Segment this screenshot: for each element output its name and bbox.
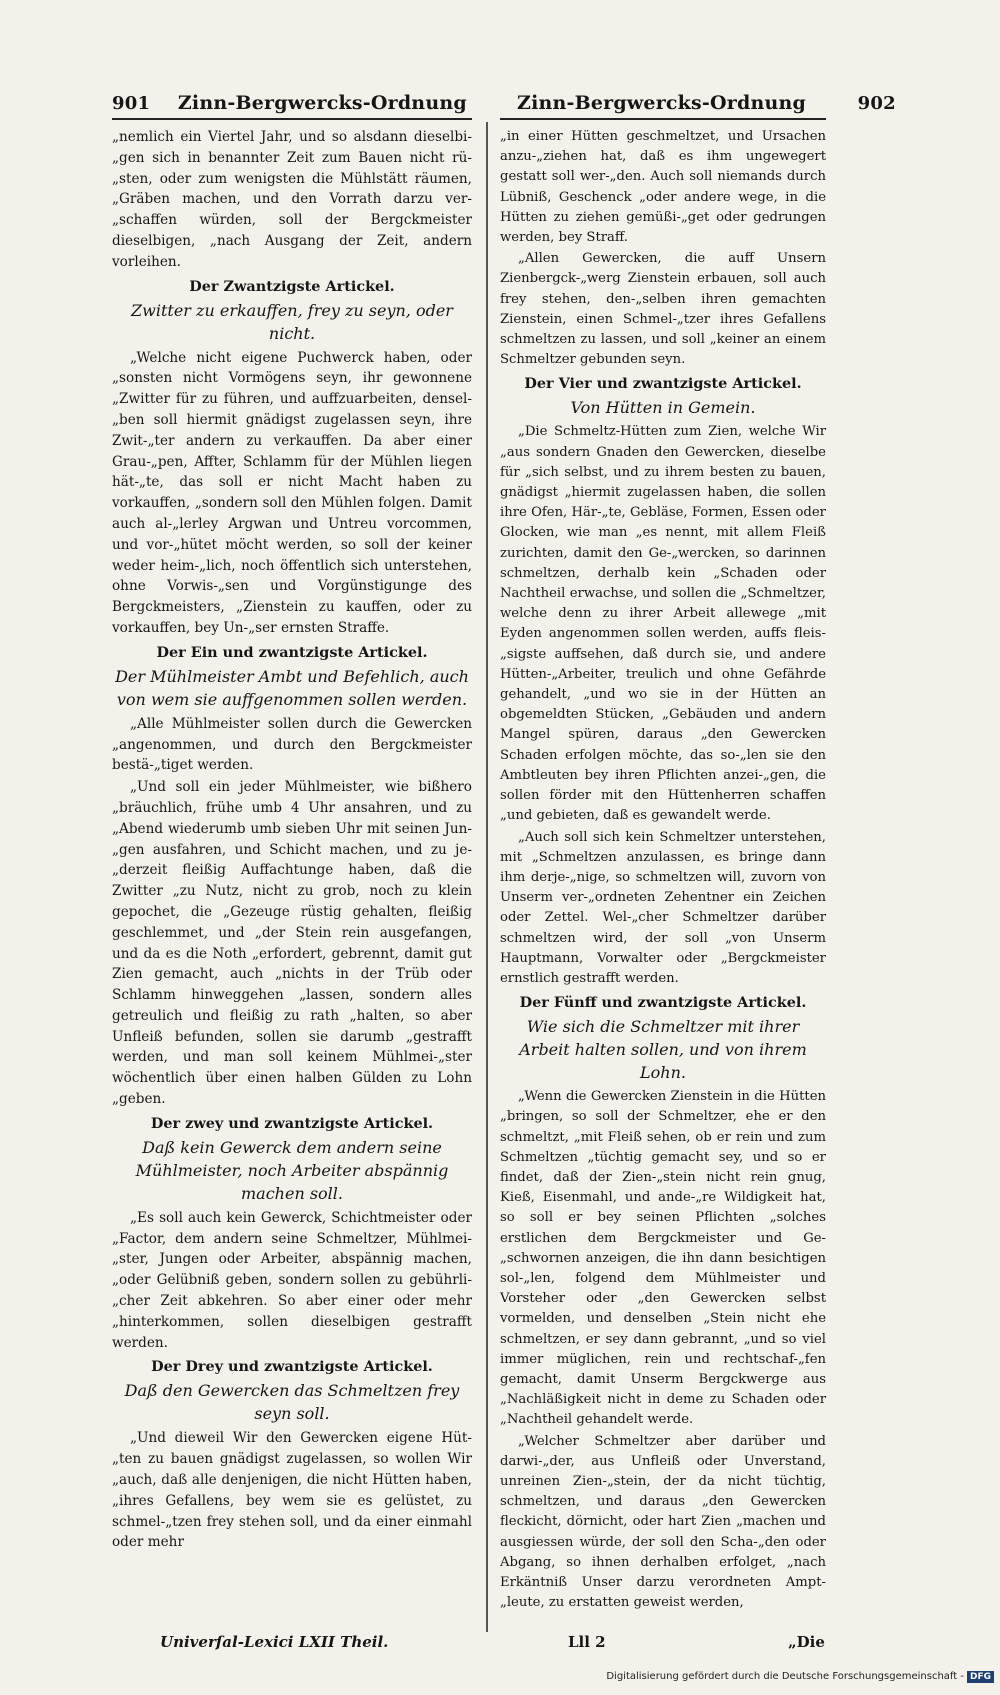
left-column [112,127,472,1554]
article-subtitle: Wie sich die Schmeltzer mit ihrer Arbeit halten sollen, und von ihrem Lohn. [519,1017,807,1083]
paragraph: „Die Schmeltz-Hütten zum Zien, welche Wir „aus sondern Gnaden den Gewercken, dieselbe für „sich selbst, und zu ihrem besten zu bauen, gnädigst „hiermit zugelassen haben, die sollen ihre Ofen, Här-„te, Gebläse, Formen, Essen oder Glocken, wie man „es nennt, mit allem Fleiß zurichten, damit den Ge-„wercken, so darinnen schmeltzen, derhalb kein „Schaden oder Nachtheil erwachse, und sollen die „Schmeltzer, welche denn zu ihrer Arbeit allewege „mit Eyden angenommen sollen werden, auffs fleis-„sigste auffsehen, daß durch sie, und andere Hütten-„Arbeiter, treulich und ohne Gefährde gehandelt, „und wo sie in der Hütten an obgemeldten Stücken, „Gebäuden und andern Mangel spüren, daraus „den Gewercken Schaden erfolgen möchte, das so-„len sie den Ambtleuten bey ihren Pflichten anzei-„gen, die sollen förder mit den Hüttenherren schaffen „und gebieten, daß es gewandelt werde. [500,424,826,824]
article-heading: Der Drey und zwantzigste Artickel. [151,1358,433,1376]
right-column [500,127,826,1614]
article-heading: Der Fünff und zwantzigste Artickel. [519,994,807,1012]
paragraph: „Auch soll sich kein Schmeltzer unterstehen, mit „Schmeltzen anzulassen, es bringe dann ihm derje-„nige, so schmeltzen will, zuvorn von Unserm ver-„ordneten Zehentner ein Zeichen oder Zettel. Wel-„cher Schmeltzer darüber schmeltzen wird, der soll „von Unserm Hauptmann, Vorwalter oder „Bergckmeister ernstlich gestrafft werden. [500,829,826,986]
attribution-line [606,1671,994,1683]
right-running-header [517,92,896,114]
left-page-number: 901 [112,93,151,114]
right-header-title: Zinn-Bergwercks-Ordnung [517,92,806,114]
paragraph: „nemlich ein Viertel Jahr, und so alsdann dieselbi-„gen sich in benannter Zeit zum Bauen nicht rü-„sten, oder zum wenigsten die Mühlstätt räumen, „Gräben machen, und den Vorrath darzu ver-„schaffen würden, soll der Bergckmeister dieselbigen, „nach Ausgang der Zeit, andern vorleihen. [112,129,472,270]
paragraph: „Welcher Schmeltzer aber darüber und darwi-„der, aus Unfleiß oder Unverstand, unreinen Zien-„stein, der da nicht tüchtig, schmeltzen, und daraus „den Gewercken fleckicht, dörnicht, oder hart Zien „machen und ausgiessen würde, der soll den Scha-„den oder Abgang, so ihnen derhalben erfolget, „nach Erkäntniß Unser darzu verordneten Ampt-„leute, zu erstatten geweist werden, [500,1433,826,1611]
attribution-text: Digitalisierung gefördert durch die Deutsche Forschungsgemeinschaft - [606,1671,964,1682]
left-running-header [112,92,467,114]
article-subtitle: Daß den Gewercken das Schmeltzen frey seyn soll. [124,1381,460,1424]
article-heading: Der Vier und zwantzigste Artickel. [524,375,802,393]
right-header-rule [500,118,826,120]
paragraph: „in einer Hütten geschmeltzet, und Ursachen anzu-„ziehen hat, daß es ihm ungewegert gestatt soll wer-„den. Auch soll niemands durch Lübniß, Geschenck „oder andere wege, in die Hütten zu ziehen gemüßi-„get oder gedrungen werden, bey Straff. [500,129,826,246]
article-subtitle: Der Mühlmeister Ambt und Befehlich, auch von wem sie auffgenommen sollen werden. [115,666,469,709]
paragraph: „Allen Gewercken, die auff Unsern Zienbergck-„werg Zienstein erbauen, soll auch frey stehen, den-„selben ihren gemachten Zienstein, einen Schmel-„tzer ihres Gefallens schmeltzen zu lassen, und soll „keiner an einem Schmeltzer gebunden seyn. [500,251,826,368]
article-heading: Der Ein und zwantzigste Artickel. [156,643,428,661]
article-subtitle: Von Hütten in Gemein. [570,398,756,418]
signature-mark: Univerſal-Lexici LXII Theil. [160,1633,389,1651]
paragraph: „Welche nicht eigene Puchwerck haben, oder „sonsten nicht Vormögens seyn, ihr gewonnene „Zwitter für zu führen, und auffzuarbeiten, densel-„ben soll hiermit gnädigst zugelassen seyn, ihre Zwit-„ter andern zu verkauffen. Da aber einer Grau-„pen, Affter, Schlamm für der Mühlen liegen hät-„te, das soll er nicht Macht haben zu vorkauffen, „sondern soll den Mühlen folgen. Damit auch al-„lerley Argwan und Untreu vorcommen, und vor-„hütet möcht werden, so soll der keiner weder heim-„lich, noch öffentlich sich unterstehen, ohne Vorwis-„sen und Vorgünstigunge des Bergckmeisters, „Zienstein zu kauffen, oder zu vorkauffen, bey Un-„ser ernsten Straffe. [112,349,472,636]
article-subtitle: Zwitter zu erkauffen, frey zu seyn, oder nicht. [131,300,453,343]
right-page-number: 902 [857,93,896,114]
paragraph: „Wenn die Gewercken Zienstein in die Hütten „bringen, so soll der Schmeltzer, ehe er den schmeltzt, „mit Fleiß sehen, ob er rein und zum Schmeltzen „tüchtig gemacht sey, und so er findet, daß der Zien-„stein nicht rein gnug, Kieß, Eisenmahl, und ande-„re Wildigkeit hat, so soll er bey seinen Pflichten „solches erstlichen dem Bergckmeister und Ge-„schwornen anzeigen, die ihn dann besichtigen sol-„len, folgend dem Mühlmeister und Vorsteher oder „den Gewercken selbst vormelden, und denselben „Stein nicht ehe schmeltzen, er sey dann gebrannt, „und so viel immer müglichen, rein und rechtschaf-„fen gemacht, damit Unserm Bergckwerge aus „Nachläßigkeit nicht in deme zu Schaden oder „Nachtheil gehandelt werde. [500,1089,826,1428]
paragraph: „Alle Mühlmeister sollen durch die Gewercken „angenommen, und durch den Bergckmeister bestä-„tiget werden. [112,715,472,774]
article-subtitle: Daß kein Gewerck dem andern seine Mühlmeister, noch Arbeiter abspännig machen soll. [135,1137,449,1203]
paragraph: „Und soll ein jeder Mühlmeister, wie bißhero „bräuchlich, frühe umb 4 Uhr ansahren, und zu „Abend wiederumb umb sieben Uhr mit seinen Jun-„gen ausfahren, und Schicht machen, und zu je-„derzeit fleißig Auffachtunge haben, daß die Zwitter „zu Nutz, nicht zu grob, noch zu klein gepochet, die „Gezeuge rüstig gehalten, fleißig geschlemmet, und „der Stein rein ausgefangen, und da es die Noth „erfordert, gebrennt, damit gut Zien gemacht, auch „nichts in der Trüb oder Schlamm hinweggehen „lassen, sondern alles getreulich und fleißig zu rath „halten, so aber Unfleiß befunden, sollen sie darumb „gestrafft werden, und man soll keinem Mühlmei-„ster wöchentlich über einen halben Gülden zu Lohn „geben. [112,779,472,1108]
article-heading: Der Zwantzigste Artickel. [189,277,395,295]
catchword: „Die [788,1633,825,1651]
dfg-logo: DFG [967,1671,994,1683]
paragraph: „Es soll auch kein Gewerck, Schichtmeister oder „Factor, dem andern seine Schmeltzer, Mühlmei-„ster, Jungen oder Arbeiter, abspännig machen, „oder Gelübniß geben, sondern sollen zu gebührli-„cher Zeit abkehren. So aber einer oder mehr „hinterkommen, sollen dieselbigen gestrafft werden. [112,1209,472,1351]
article-heading: Der zwey und zwantzigste Artickel. [150,1114,434,1132]
sheet-signature: Lll 2 [568,1633,606,1651]
left-header-rule [112,118,472,120]
column-divider [486,122,488,1632]
left-header-title: Zinn-Bergwercks-Ordnung [177,92,467,114]
paragraph: „Und dieweil Wir den Gewercken eigene Hüt-„ten zu bauen gnädigst zugelassen, so wollen Wir „auch, daß alle denjenigen, die nicht Hütten haben, „ihres Gefallens, bey wem sie es gelüstet, zu schmel-„tzen frey stehen soll, und da einer einmahl oder mehr [112,1430,472,1551]
